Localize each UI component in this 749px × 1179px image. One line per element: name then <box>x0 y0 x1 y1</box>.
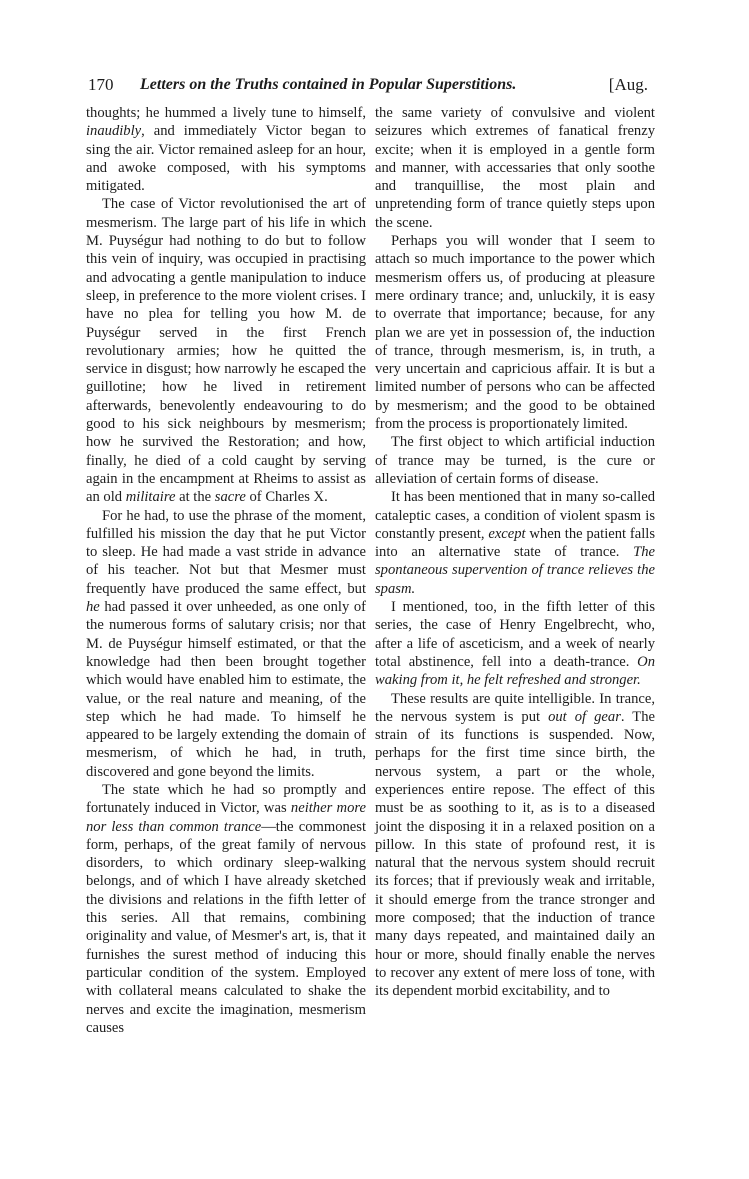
paragraph <box>86 781 366 1037</box>
italic-text: inaudibly <box>86 123 142 140</box>
text-run: . The strain of its functions is suspended. Now, perhaps for the first time since birth, the nervous system, a part or the whole, experiences entire repose. The effect of this must be as soothing to it, as is to a diseased joint the disposing it in a relaxed position on a pillow. In this state of profound rest, it is natural that the nervous system should recruit its forces; that if previously weak and irritable, it should emerge from the trance stronger and more composed; that the induction of trance many days repeated, and maintained daily an hour or more, should finally enable the nerves to recover any extent of mere loss of tone, with its dependent morbid excitability, and to <box>375 708 655 1000</box>
running-title: Letters on the Truths contained in Popular Superstitions. <box>140 76 517 93</box>
text-run: thoughts; he hummed a lively tune to himself, <box>86 105 366 121</box>
page-number: 170 <box>88 75 114 94</box>
paragraph <box>86 507 366 781</box>
text-run: It has been mentioned that in many so-called cataleptic cases, a condition of violent spasm is constantly present, <box>375 489 655 542</box>
paragraph <box>86 195 366 506</box>
text-run: The first object to which artificial induction of trance may be turned, is the cure or alleviation of certain forms of disease. <box>375 434 655 487</box>
text-run: These results are quite intelligible. In trance, the nervous system is put <box>375 690 655 725</box>
italic-text: The spontaneous supervention of trance relieves the spasm. <box>375 544 655 597</box>
text-run: had passed it over unheeded, as one only of the numerous forms of salutary crisis; nor that M. de Puységur himself estimated, or that the knowledge had then been brought together which would have enabled him to estimate, the value, or the real nature and meaning, of the step which he had made. To himself he appeared to be largely extending the domain of mesmerism, of which he had, in truth, discovered and gone beyond the limits. <box>86 599 366 780</box>
text-run: of Charles X. <box>245 489 328 506</box>
text-run: when the patient falls into an alternative state of trance. <box>375 525 656 561</box>
text-run: , and immediately Victor began to sing the air. Victor remained asleep for an hour, and awoke composed, with his symptoms mitigated. <box>86 123 366 195</box>
italic-text: On waking from it, he felt refreshed and stronger. <box>375 653 655 689</box>
paragraph <box>86 104 366 195</box>
italic-text: militaire <box>125 489 176 506</box>
italic-text: except <box>488 525 526 542</box>
right-column <box>375 104 655 1001</box>
month-label: [Aug. <box>608 75 648 94</box>
italic-text: sacre <box>214 489 246 506</box>
paragraph <box>375 232 655 433</box>
text-run: For he had, to use the phrase of the moment, fulfilled his mission the day that he put Victor to sleep. He had made a vast stride in advance of his teacher. Not but that Mesmer must frequently have produced the same effect, but <box>86 507 366 597</box>
text-run: —the commonest form, perhaps, of the great family of nervous disorders, to which ordinary sleep-walking belongs, and of which I have already sketched the divisions and relations in the fifth letter of this series. All that remains, combining originality and value, of Mesmer's art, is, that it furnishes the surest method of inducing this particular condition of the system. Employed with collateral means calculated to shake the nerves and excite the imagination, mesmerism causes <box>86 818 366 1036</box>
paragraph <box>375 690 655 1001</box>
paragraph <box>375 433 655 488</box>
text-run: Perhaps you will wonder that I seem to attach so much importance to the power which mesmerism offers us, of producing at pleasure mere ordinary trance; and, unluckily, it is easy to overrate that importance; because, for any plan we are yet in possession of, the induction of trance, through mesmerism, is, in truth, a very uncertain and capricious affair. It is but a limited number of persons who can be affected by mesmerism; and the good to be obtained from the process is proportionately limited. <box>375 233 655 433</box>
text-run: The case of Victor revolutionised the art of mesmerism. The large part of his life in which M. Puységur had nothing to do but to follow this vein of inquiry, was occupied in practising and advocating a gentle manipulation to induce sleep, in preference to the more violent crises. I have no plea for telling you how M. de Puységur served in the first French revolutionary armies; how he quitted the service in disgust; how narrowly he escaped the guillotine; how he lived in retirement afterwards, benevolently endeavouring to do good to his sick neighbours by mesmerism; how he survived the Restoration; and how, finally, he died of a cold caught by serving again in the encampment at Rheims to assist as an old <box>86 196 366 506</box>
italic-text: neither more nor less than common trance <box>86 800 366 835</box>
italic-text: he <box>86 599 100 616</box>
page-header <box>88 72 648 98</box>
text-run: at the <box>175 489 215 506</box>
left-column <box>86 104 366 1037</box>
paragraph <box>375 488 655 598</box>
paragraph <box>375 598 655 689</box>
text-run: the same variety of convulsive and violent seizures which extremes of fanatical frenzy excite; when it is employed in a gentle form and manner, with accessaries that only soothe and tranquillise, the most plain and unpretending form of trance quietly steps upon the scene. <box>375 105 655 231</box>
paragraph <box>375 104 655 232</box>
italic-text: out of gear <box>548 708 621 725</box>
text-run: I mentioned, too, in the fifth letter of this series, the case of Henry Engelbrecht, who, after a life of asceticism, and a week of nearly total abstinence, fell into a death-trance. <box>375 599 655 670</box>
text-run: The state which he had so promptly and fortunately induced in Victor, was <box>86 781 366 817</box>
